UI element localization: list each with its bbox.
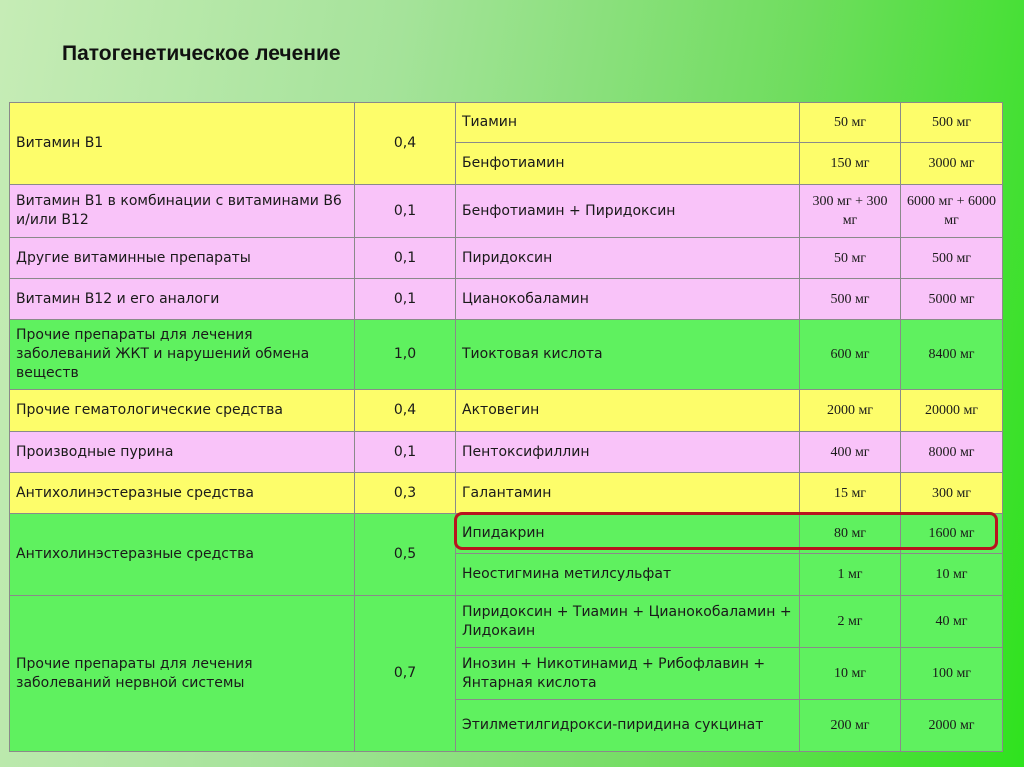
drug-cell: Бенфотиамин + Пиридоксин — [456, 185, 800, 238]
share-cell: 0,4 — [355, 390, 456, 432]
group-cell: Прочие препараты для лечения заболеваний нервной системы — [10, 596, 355, 752]
group-cell: Производные пурина — [10, 432, 355, 473]
dose2-cell: 300 мг — [901, 473, 1003, 514]
group-cell: Антихолинэстеразные средства — [10, 473, 355, 514]
dose2-cell: 20000 мг — [901, 390, 1003, 432]
dose2-cell: 1600 мг — [901, 514, 1003, 554]
dose1-cell: 50 мг — [800, 238, 901, 279]
dose2-cell: 10 мг — [901, 554, 1003, 596]
drug-cell: Неостигмина метилсульфат — [456, 554, 800, 596]
drug-cell: Этилметилгидрокси-пиридина сукцинат — [456, 700, 800, 752]
share-cell: 1,0 — [355, 320, 456, 390]
drug-cell: Бенфотиамин — [456, 143, 800, 185]
dose1-cell: 50 мг — [800, 103, 901, 143]
drug-cell: Тиоктовая кислота — [456, 320, 800, 390]
dose2-cell: 40 мг — [901, 596, 1003, 648]
dose1-cell: 300 мг + 300 мг — [800, 185, 901, 238]
dose2-cell: 100 мг — [901, 648, 1003, 700]
share-cell: 0,4 — [355, 103, 456, 185]
dose1-cell: 500 мг — [800, 279, 901, 320]
dose1-cell: 15 мг — [800, 473, 901, 514]
table-row — [10, 596, 1003, 648]
drug-cell: Актовегин — [456, 390, 800, 432]
dose1-cell: 80 мг — [800, 514, 901, 554]
table-row — [10, 320, 1003, 390]
dose1-cell: 400 мг — [800, 432, 901, 473]
share-cell: 0,1 — [355, 238, 456, 279]
table-row — [10, 103, 1003, 143]
share-cell: 0,3 — [355, 473, 456, 514]
group-cell: Прочие препараты для лечения заболеваний ЖКТ и нарушений обмена веществ — [10, 320, 355, 390]
table-row — [10, 390, 1003, 432]
dose1-cell: 200 мг — [800, 700, 901, 752]
page-title: Патогенетическое лечение — [62, 42, 341, 65]
drug-cell: Пиридоксин + Тиамин + Цианокобаламин + Лидокаин — [456, 596, 800, 648]
dose2-cell: 2000 мг — [901, 700, 1003, 752]
dose2-cell: 8400 мг — [901, 320, 1003, 390]
dose1-cell: 10 мг — [800, 648, 901, 700]
group-cell: Витамин В1 — [10, 103, 355, 185]
table-row — [10, 473, 1003, 514]
drug-cell: Цианокобаламин — [456, 279, 800, 320]
share-cell: 0,1 — [355, 432, 456, 473]
dose1-cell: 2 мг — [800, 596, 901, 648]
share-cell: 0,1 — [355, 279, 456, 320]
dose1-cell: 2000 мг — [800, 390, 901, 432]
share-cell: 0,1 — [355, 185, 456, 238]
dose2-cell: 3000 мг — [901, 143, 1003, 185]
dose1-cell: 600 мг — [800, 320, 901, 390]
table-row — [10, 432, 1003, 473]
dose2-cell: 500 мг — [901, 103, 1003, 143]
share-cell: 0,5 — [355, 514, 456, 596]
dose1-cell: 150 мг — [800, 143, 901, 185]
drug-cell: Галантамин — [456, 473, 800, 514]
group-cell: Антихолинэстеразные средства — [10, 514, 355, 596]
dose2-cell: 500 мг — [901, 238, 1003, 279]
group-cell: Витамин В12 и его аналоги — [10, 279, 355, 320]
table-row — [10, 514, 1003, 554]
drug-cell: Тиамин — [456, 103, 800, 143]
group-cell: Другие витаминные препараты — [10, 238, 355, 279]
table-row — [10, 238, 1003, 279]
table-row — [10, 185, 1003, 238]
dose2-cell: 6000 мг + 6000 мг — [901, 185, 1003, 238]
drug-cell: Пиридоксин — [456, 238, 800, 279]
drug-table — [9, 102, 1003, 752]
group-cell: Витамин В1 в комбинации с витаминами В6 и/или В12 — [10, 185, 355, 238]
drug-cell: Инозин + Никотинамид + Рибофлавин + Янтарная кислота — [456, 648, 800, 700]
table-row — [10, 279, 1003, 320]
drug-cell: Пентоксифиллин — [456, 432, 800, 473]
dose2-cell: 8000 мг — [901, 432, 1003, 473]
share-cell: 0,7 — [355, 596, 456, 752]
group-cell: Прочие гематологические средства — [10, 390, 355, 432]
dose1-cell: 1 мг — [800, 554, 901, 596]
dose2-cell: 5000 мг — [901, 279, 1003, 320]
drug-cell: Ипидакрин — [456, 514, 800, 554]
